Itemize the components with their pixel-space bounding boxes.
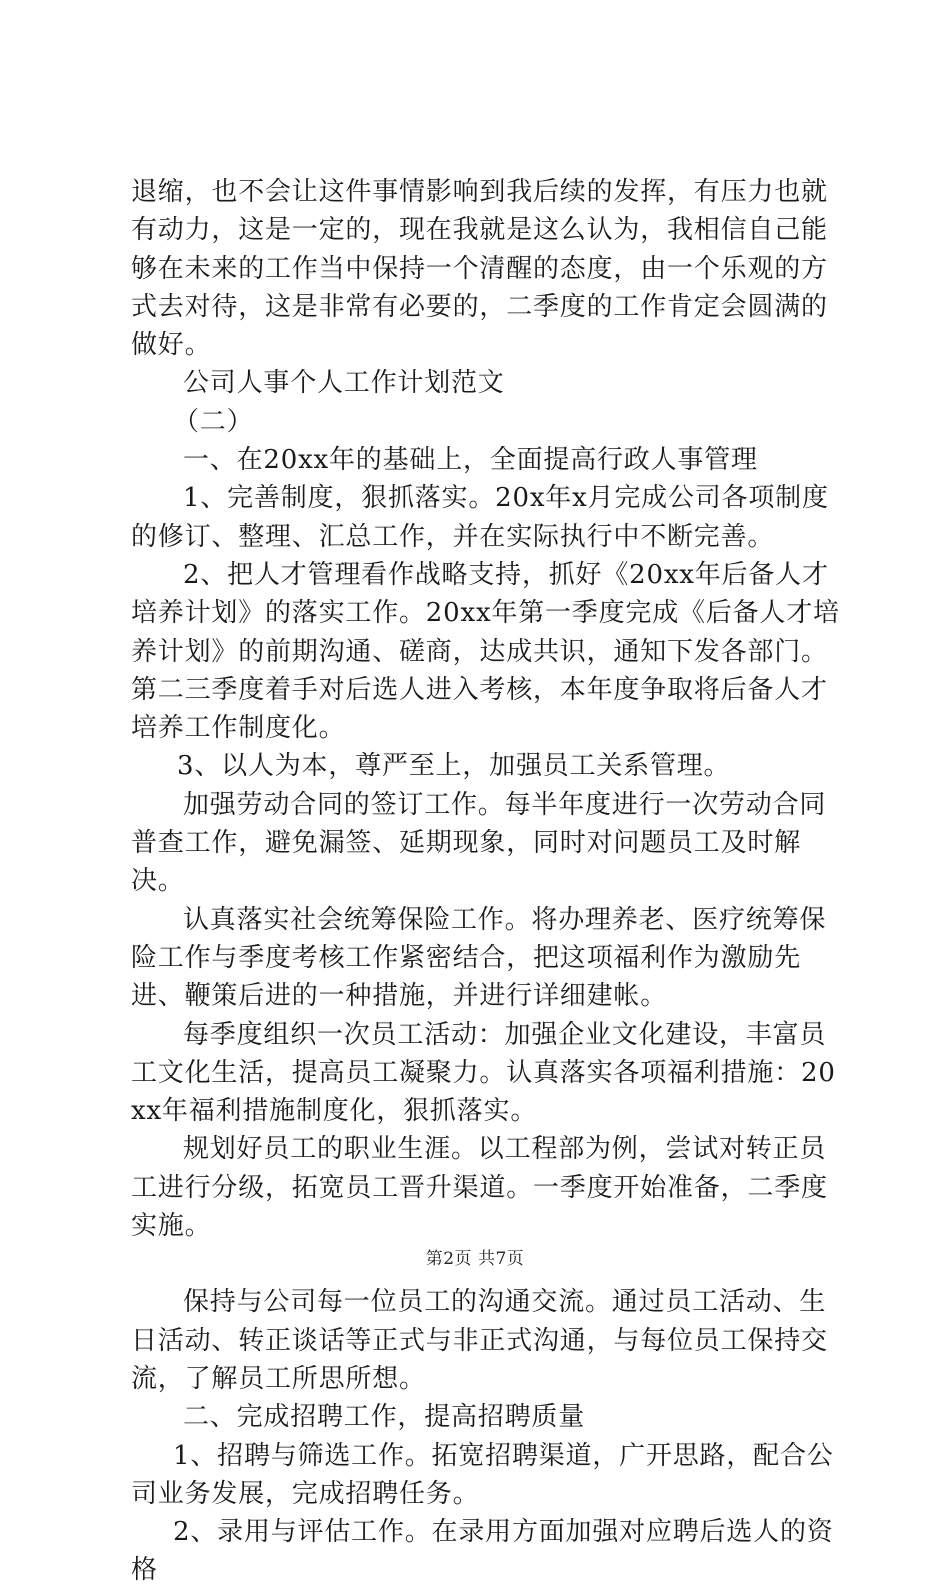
document-body — [131, 173, 851, 1590]
paragraph-employee-activity: 每季度组织一次员工活动：加强企业文化建设，丰富员工文化生活，提高员工凝聚力。认真落实各项福利措施：20xx年福利措施制度化，狠抓落实。 — [131, 1019, 836, 1127]
document-title: 公司人事个人工作计划范文 — [183, 368, 505, 399]
section-heading-2: 二、完成招聘工作，提高招聘质量 — [183, 1402, 586, 1433]
paragraph-item-2: 2、把人才管理看作战略支持，抓好《20xx年后备人才培养计划》的落实工作。20xx年第一季度完成《后备人才培养计划》的前期沟通、磋商，达成共识，通知下发各部门。第二三季度着手对后选人进入考核，本年度争取将后备人才培养工作制度化。 — [131, 559, 840, 744]
paragraph-labor-contract: 加强劳动合同的签订工作。每半年度进行一次劳动合同普查工作，避免漏签、延期现象，同时对问题员工及时解决。 — [131, 789, 827, 897]
paragraph-item-1: 1、完善制度，狠抓落实。20x年x月完成公司各项制度的修订、整理、汇总工作，并在实际执行中不断完善。 — [131, 483, 829, 552]
paragraph-social-insurance: 认真落实社会统筹保险工作。将办理养老、医疗统筹保险工作与季度考核工作紧密结合，把这项福利作为激励先进、鞭策后进的一种措施，并进行详细建帐。 — [131, 904, 827, 1012]
page-number-footer: 第2页 共7页 — [425, 1249, 525, 1269]
section-heading-1: 一、在20xx年的基础上，全面提高行政人事管理 — [183, 445, 758, 476]
document-subtitle: （二） — [173, 406, 254, 437]
paragraph-evaluation: 2、录用与评估工作。在录用方面加强对应聘后选人的资格 — [131, 1517, 834, 1586]
paragraph-career-planning: 规划好员工的职业生涯。以工程部为例，尝试对转正员工进行分级，拓宽员工晋升渠道。一季度开始准备，二季度实施。 — [131, 1134, 828, 1242]
paragraph-recruitment: 1、招聘与筛选工作。拓宽招聘渠道，广开思路，配合公司业务发展，完成招聘任务。 — [131, 1440, 834, 1509]
paragraph-communication: 保持与公司每一位员工的沟通交流。通过员工活动、生日活动、转正谈话等正式与非正式沟通，与每位员工保持交流，了解员工所思所想。 — [131, 1287, 828, 1394]
paragraph-continuation: 退缩，也不会让这件事情影响到我后续的发挥，有压力也就有动力，这是一定的，现在我就是这么认为，我相信自己能够在未来的工作当中保持一个清醒的态度，由一个乐观的方式去对待，这是非常有必要的，二季度的工作肯定会圆满的做好。 — [131, 177, 828, 361]
paragraph-item-3: 3、以人为本，尊严至上，加强员工关系管理。 — [177, 751, 731, 782]
